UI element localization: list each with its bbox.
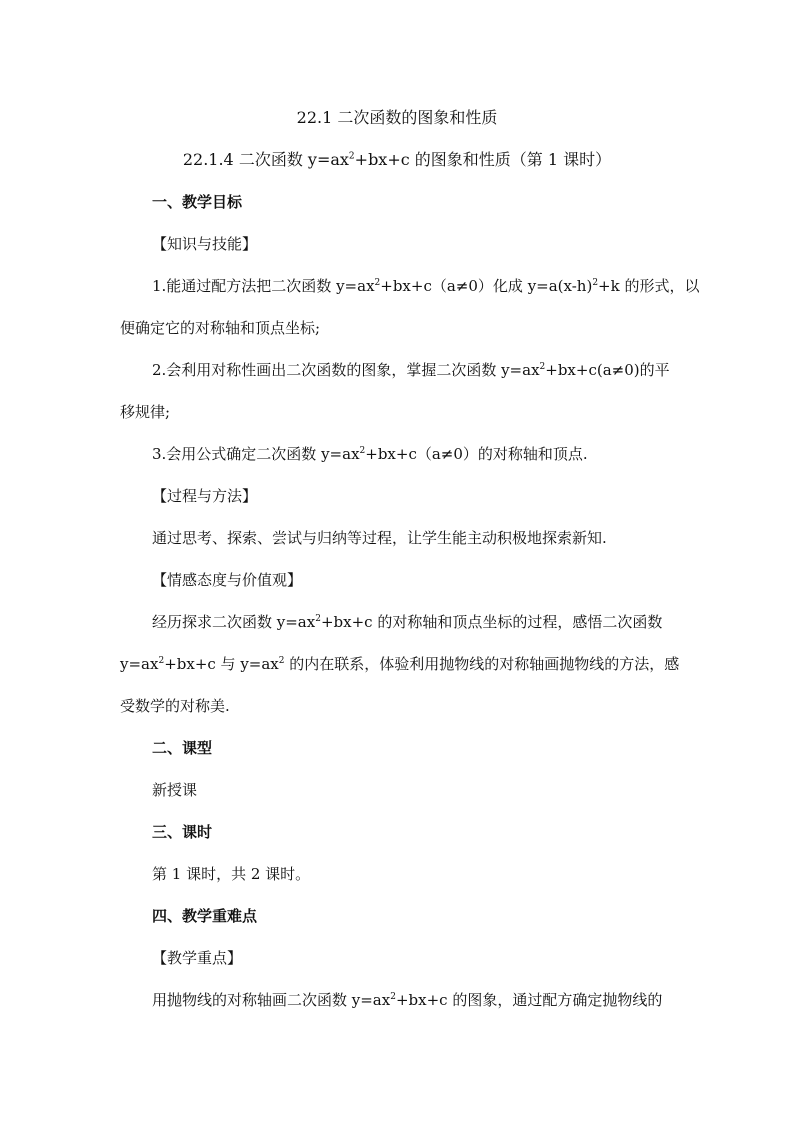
lesson-type-text: 新授课 [152, 781, 198, 799]
objective-item-3: 3.会用公式确定二次函数 $y=ax^2+bx+c(a\ne 0)$的对称轴和顶点. [152, 445, 588, 463]
section-heading-key-difficult-points: 四、教学重难点 [152, 907, 258, 925]
class-hours-text: 第 1 课时，共 2 课时。 [152, 865, 311, 883]
key-points-text: 用抛物线的对称轴画二次函数 $y=ax^2+bx+c$ 的图象，通过配方确定抛物线的 [152, 991, 663, 1009]
subheading-knowledge-skills: 【知识与技能】 [152, 235, 258, 253]
lesson-subtitle: 22.1.4 二次函数 $y=ax^2+bx+c$ 的图象和性质（第 1 课时） [182, 150, 612, 169]
objective-item-2-line2: 移规律; [120, 403, 171, 421]
process-methods-text: 通过思考、探索、尝试与归纳等过程，让学生能主动积极地探索新知. [152, 529, 607, 547]
document-title: 22.1 二次函数的图象和性质 [296, 108, 498, 127]
section-heading-objectives: 一、教学目标 [152, 193, 243, 211]
section-heading-class-hours: 三、课时 [152, 823, 213, 841]
subheading-key-points: 【教学重点】 [152, 949, 243, 967]
attitude-text-line3: 受数学的对称美. [120, 697, 230, 715]
objective-item-1-line2: 便确定它的对称轴和顶点坐标; [120, 319, 321, 337]
subheading-process-methods: 【过程与方法】 [152, 487, 258, 505]
objective-item-1-line1: 1.能通过配方法把二次函数 $y=ax^2+bx+c(a\ne 0)$化成 $y=a(x-h)^2+k$ 的形式，以 [152, 277, 700, 295]
attitude-text-line2: $y=ax^2+bx+c$ 与 $y=ax^2$ 的内在联系，体验利用抛物线的对称轴画抛物线的方法，感 [120, 655, 680, 673]
subheading-attitude-values: 【情感态度与价值观】 [152, 571, 303, 589]
attitude-text-line1: 经历探求二次函数 $y=ax^2+bx+c$ 的对称轴和顶点坐标的过程，感悟二次函数 [152, 613, 663, 631]
section-heading-lesson-type: 二、课型 [152, 739, 213, 757]
objective-item-2-line1: 2.会利用对称性画出二次函数的图象，掌握二次函数 $y=ax^2+bx+c(a\ne 0)$的平 [152, 361, 670, 379]
